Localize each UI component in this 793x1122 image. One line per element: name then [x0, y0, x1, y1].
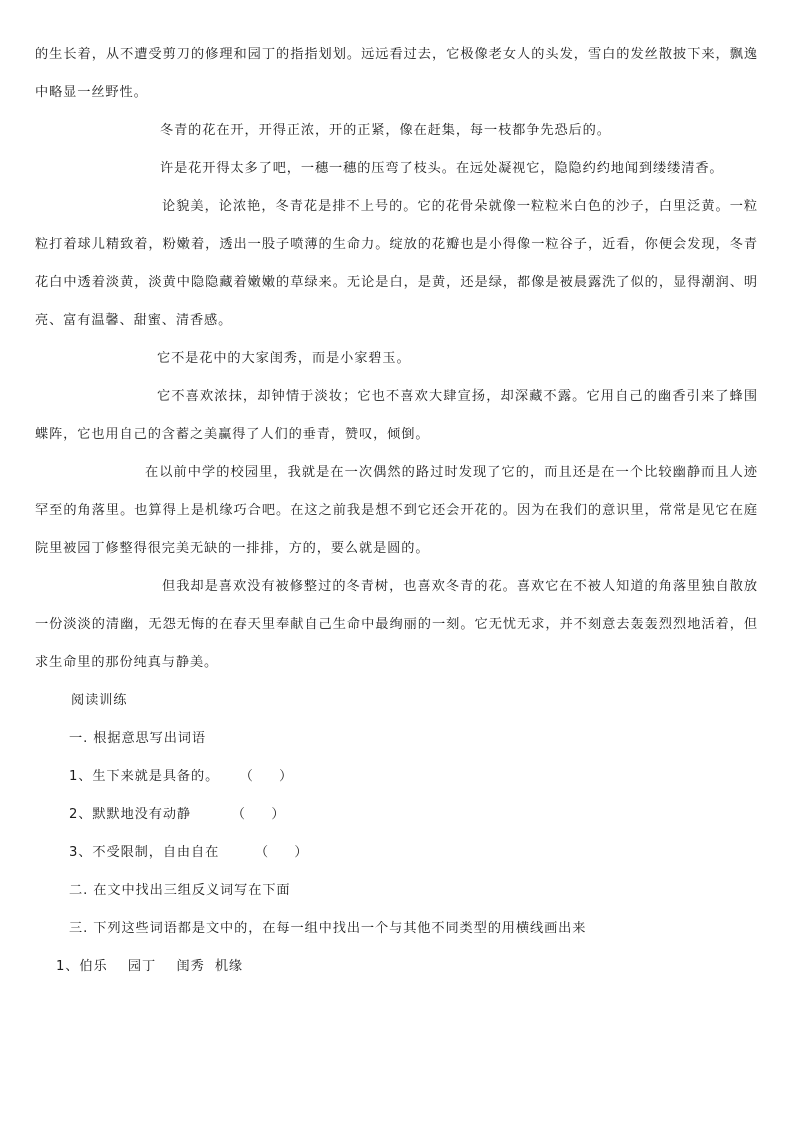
- exercise-item-1-1: [35, 758, 758, 796]
- passage-paragraph-8: 但我却是喜欢没有被修整过的冬青树，也喜欢冬青的花。喜欢它在不被人知道的角落里独自散放一份淡淡的清幽，无怨无悔的在春天里奉献自己生命中最绚丽的一刻。它无忧无求，并不刻意去轰轰烈烈地活着，但求生命里的那份纯真与静美。: [35, 579, 758, 670]
- passage-paragraph-3: 许是花开得太多了吧，一穗一穗的压弯了枝头。在远处凝视它，隐隐约约地闻到缕缕清香。: [160, 161, 724, 176]
- item-text: 默默地没有动静: [92, 807, 192, 822]
- item-text: 不受限制，自由自在: [92, 845, 220, 860]
- passage-paragraph-7: 在以前中学的校园里，我就是在一次偶然的路过时发现了它的，而且还是在一个比较幽静而且人迹罕至的角落里。也算得上是机缘巧合吧。在这之前我是想不到它还会开花的。因为在我们的意识里，常常是见它在庭院里被园丁修整得很完美无缺的一排排，方的，要么就是圆的。: [35, 465, 758, 556]
- item-number: 1、: [56, 959, 80, 974]
- passage-paragraph-4: 论貌美，论浓艳，冬青花是排不上号的。它的花骨朵就像一粒粒米白色的沙子，白里泛黄。一粒粒打着球儿精致着，粉嫩着，透出一股子喷薄的生命力。绽放的花瓣也是小得像一粒谷子，近看，你便会发现，冬青花白中透着淡黄，淡黄中隐隐藏着嫩嫩的草绿来。无论是白，是黄，还是绿，都像是被晨露洗了似的，显得潮润、明亮、富有温馨、甜蜜、清香感。: [35, 199, 758, 328]
- passage-paragraph-1: 的生长着，从不遭受剪刀的修理和园丁的指指划划。远远看过去，它极像老女人的头发，雪白的发丝散披下来，飘逸中略显一丝野性。: [35, 47, 758, 100]
- item-words[interactable]: 伯乐 园丁 闺秀 机缘: [79, 959, 244, 974]
- passage-paragraph-2: 冬青的花在开，开得正浓，开的正紧，像在赶集，每一枝都争先恐后的。: [160, 123, 611, 138]
- passage-body: [35, 36, 758, 986]
- exercise-section: [35, 682, 758, 986]
- exercise-section-two-title: 二. 在文中找出三组反义词写在下面: [69, 883, 291, 898]
- item-spacer: [219, 769, 239, 784]
- answer-blank[interactable]: （ ）: [254, 845, 309, 860]
- exercise-section-three-title: 三. 下列这些词语都是文中的，在每一组中找出一个与其他不同类型的用横线画出来: [69, 921, 587, 936]
- answer-blank[interactable]: （ ）: [239, 769, 294, 784]
- passage-paragraph-6: 它不喜欢浓抹，却钟情于淡妆；它也不喜欢大肆宣扬，却深藏不露。它用自己的幽香引来了蜂围蝶阵，它也用自己的含蓄之美赢得了人们的垂青，赞叹，倾倒。: [35, 389, 758, 442]
- exercise-item-1-3: [35, 834, 758, 872]
- exercise-heading: 阅读训练: [71, 693, 128, 708]
- passage-paragraph-5: 它不是花中的大家闺秀，而是小家碧玉。: [157, 351, 411, 366]
- item-spacer: [191, 807, 232, 822]
- item-number: 1、: [69, 769, 93, 784]
- exercise-item-3-1: [35, 948, 758, 986]
- item-spacer: [219, 845, 255, 860]
- item-text: 生下来就是具备的。: [92, 769, 220, 784]
- answer-blank[interactable]: （ ）: [231, 807, 286, 822]
- item-number: 2、: [69, 807, 93, 822]
- exercise-item-1-2: [35, 796, 758, 834]
- item-number: 3、: [69, 845, 93, 860]
- exercise-section-one-title: 一. 根据意思写出词语: [69, 731, 206, 746]
